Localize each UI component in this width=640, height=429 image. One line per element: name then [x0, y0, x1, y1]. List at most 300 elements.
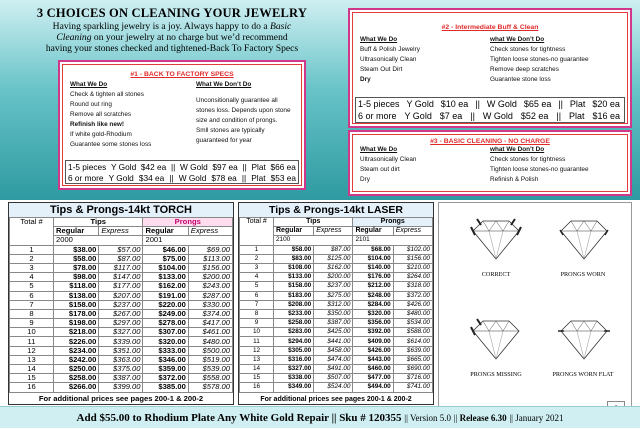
gem-missing-icon	[463, 313, 529, 363]
tips-express-cell: $375.00	[99, 365, 143, 374]
sep: ||	[470, 111, 475, 121]
count-cell: 4	[10, 273, 54, 282]
prongs-express-cell: $156.00	[393, 254, 432, 263]
tips-express-cell: $387.00	[314, 319, 353, 328]
metal: Plat	[251, 173, 266, 183]
footer-bar	[0, 406, 640, 428]
torch-price-sheet	[8, 202, 234, 405]
intro-text: on your jewelry at no charge but we’d recommend	[91, 32, 288, 43]
tips-regular-cell: $283.00	[274, 328, 314, 337]
count-cell: 7	[240, 300, 274, 309]
table-row	[240, 291, 433, 300]
option-2-price-table	[355, 97, 625, 123]
tips-regular-cell: $258.00	[274, 319, 314, 328]
laser-table	[239, 217, 433, 393]
table-row	[240, 319, 433, 328]
tips-regular-cell: $83.00	[274, 254, 314, 263]
metal: W Gold	[178, 173, 207, 183]
tips-regular-cell: $294.00	[274, 337, 314, 346]
prongs-express-cell: $519.00	[188, 355, 232, 364]
tips-regular-cell: $349.00	[274, 383, 314, 392]
prongs-regular-cell: $284.00	[353, 300, 393, 309]
metal: W Gold	[486, 99, 517, 109]
prongs-regular-cell: $191.00	[143, 291, 188, 300]
price: $65 ea	[523, 99, 552, 109]
list-item: Dry	[360, 176, 370, 183]
table-row	[240, 383, 433, 392]
prongs-regular-cell: $75.00	[143, 254, 188, 263]
qty: 1-5 pieces	[68, 162, 107, 172]
prongs-regular-cell: $426.00	[353, 346, 393, 355]
date: January 2021	[515, 413, 564, 423]
rhodium-note: Add $55.00 to Rhodium Plate Any White Gold Repair || Sku # 120355	[76, 412, 402, 424]
gem-worn-label: PRONGS WORN	[560, 271, 606, 278]
tips-regular-cell: $138.00	[54, 291, 99, 300]
prongs-regular-cell: $333.00	[143, 346, 188, 355]
prongs-regular-cell: $162.00	[143, 282, 188, 291]
separator: ||	[404, 413, 410, 423]
tips-express-cell: $147.00	[99, 273, 143, 282]
tips-express-cell: $237.00	[314, 282, 353, 291]
count-cell: 16	[10, 383, 54, 392]
count-cell: 13	[10, 355, 54, 364]
price: $20 ea	[592, 99, 620, 109]
prongs-regular-cell: $46.00	[143, 245, 188, 254]
separator: ||	[453, 413, 460, 423]
count-cell: 6	[10, 291, 54, 300]
prongs-express-cell: $500.00	[188, 346, 232, 355]
tips-express-cell: $524.00	[314, 383, 353, 392]
qty: 6 or more	[68, 173, 104, 183]
intro-em: Cleaning	[56, 32, 92, 43]
option-2-do	[360, 35, 490, 85]
tips-express-cell: $267.00	[99, 309, 143, 318]
option-3-dont	[490, 145, 630, 185]
torch-table	[9, 217, 233, 393]
price: $78 ea	[211, 173, 237, 183]
count-cell: 12	[240, 346, 274, 355]
prongs-regular-cell: $320.00	[143, 337, 188, 346]
do-heading: What We Do	[70, 81, 108, 88]
tips-regular-cell: $250.00	[54, 365, 99, 374]
count-cell: 5	[10, 282, 54, 291]
dont-heading: what We Don’t Do	[490, 36, 545, 43]
tips-header: Tips	[274, 218, 353, 227]
intro-text: Having sparkling jewelry is a joy. Always happy to do a	[52, 21, 270, 32]
prongs-regular-cell: $409.00	[353, 337, 393, 346]
table-row	[240, 346, 433, 355]
list-item: Buff & Polish Jewelry	[360, 46, 420, 53]
tips-regular-cell: $234.00	[54, 346, 99, 355]
prongs-express-cell: $243.00	[188, 282, 232, 291]
prongs-express-cell: $588.00	[393, 328, 432, 337]
sku-prongs: 2101	[353, 236, 433, 245]
gem-missing-label: PRONGS MISSING	[470, 371, 522, 378]
sep: ||	[171, 162, 176, 172]
tips-express-cell: $312.00	[314, 300, 353, 309]
list-item: Remove all scratches	[70, 111, 132, 118]
count-cell: 11	[10, 337, 54, 346]
prongs-regular-cell: $68.00	[353, 245, 393, 254]
tips-regular-cell: $266.00	[54, 383, 99, 392]
prongs-express-cell: $287.00	[188, 291, 232, 300]
sep: ||	[241, 173, 247, 183]
metal: Plat	[569, 99, 586, 109]
table-row	[10, 245, 233, 254]
intro-em: Basic	[270, 21, 292, 32]
table-row	[10, 282, 233, 291]
tips-regular-cell: $158.00	[54, 300, 99, 309]
count-cell: 15	[10, 374, 54, 383]
gem-correct-icon	[463, 213, 529, 263]
prongs-express-cell: $534.00	[393, 319, 432, 328]
list-item: Steam out dirt	[360, 166, 400, 173]
count-cell: 10	[10, 328, 54, 337]
prongs-regular-cell: $104.00	[353, 254, 393, 263]
count-cell: 7	[10, 300, 54, 309]
tips-express-cell: $207.00	[99, 291, 143, 300]
list-item: Guarantee stone loss	[490, 76, 551, 83]
tips-regular-cell: $158.00	[274, 282, 314, 291]
tips-regular-cell: $316.00	[274, 355, 314, 364]
option-3-box	[348, 130, 632, 196]
list-item: stones loss. Depends upon stone	[196, 107, 291, 114]
tips-express-cell: $57.00	[99, 245, 143, 254]
prongs-regular-cell: $346.00	[143, 355, 188, 364]
intro-block	[18, 6, 326, 54]
option-1-title: #1 - BACK TO FACTORY SPECS	[130, 71, 234, 78]
prongs-express-cell: $113.00	[188, 254, 232, 263]
list-item: Refinish like new!	[70, 121, 124, 128]
intro-line-2	[18, 32, 326, 43]
tips-express-cell: $491.00	[314, 365, 353, 374]
tips-regular-cell: $198.00	[54, 319, 99, 328]
prongs-express-cell: $539.00	[188, 365, 232, 374]
count-cell: 16	[240, 383, 274, 392]
table-row	[240, 365, 433, 374]
metal: Y Gold	[406, 99, 434, 109]
tips-regular-cell: $305.00	[274, 346, 314, 355]
prongs-regular-cell: $307.00	[143, 328, 188, 337]
tips-regular-cell: $58.00	[54, 254, 99, 263]
table-row	[240, 245, 433, 254]
prongs-regular-cell: $460.00	[353, 365, 393, 374]
dont-heading: what We Don’t Do	[490, 146, 545, 153]
list-item: Check & tighten all stones	[70, 91, 144, 98]
prongs-regular-cell: $356.00	[353, 319, 393, 328]
qty: 6 or more	[358, 111, 397, 121]
count-cell: 2	[240, 254, 274, 263]
tips-express-cell: $507.00	[314, 374, 353, 383]
tips-regular-cell: $133.00	[274, 273, 314, 282]
prongs-express-cell: $318.00	[393, 282, 432, 291]
price-row	[358, 111, 620, 121]
option-1-dont	[196, 80, 304, 146]
table-row	[240, 254, 433, 263]
table-row	[240, 300, 433, 309]
tips-express-cell: $87.00	[314, 245, 353, 254]
laser-title: Tips & Prongs-14kt LASER	[239, 203, 433, 217]
gem-flat-icon	[551, 313, 617, 363]
sep: ||	[556, 111, 562, 121]
tips-express-cell: $237.00	[99, 300, 143, 309]
tips-express-cell: $87.00	[99, 254, 143, 263]
tips-regular-cell: $108.00	[274, 263, 314, 272]
price: $52 ea	[520, 111, 549, 121]
separator: ||	[509, 413, 516, 423]
gem-worn-icon	[551, 213, 617, 263]
prongs-regular-cell: $278.00	[143, 319, 188, 328]
list-item: Ultrasonically Clean	[360, 156, 417, 163]
express-header: Express	[393, 227, 432, 236]
metal: W Gold	[180, 162, 208, 172]
prongs-express-cell: $614.00	[393, 337, 432, 346]
price-row	[358, 99, 620, 109]
prongs-express-cell: $690.00	[393, 365, 432, 374]
count-cell: 8	[240, 309, 274, 318]
tips-regular-cell: $226.00	[54, 337, 99, 346]
metal: Plat	[569, 111, 585, 121]
price: $10 ea	[440, 99, 469, 109]
metal: Y Gold	[108, 173, 134, 183]
sku-tips: 2100	[274, 236, 353, 245]
regular-header: Regular	[143, 227, 188, 236]
tips-regular-cell: $178.00	[54, 309, 99, 318]
count-cell: 10	[240, 328, 274, 337]
torch-title: Tips & Prongs-14kt TORCH	[9, 203, 233, 217]
metal: W Gold	[482, 111, 513, 121]
count-cell: 6	[240, 291, 274, 300]
tips-regular-cell: $233.00	[274, 309, 314, 318]
prongs-regular-cell: $477.00	[353, 374, 393, 383]
gem-correct-label: CORRECT	[481, 271, 511, 278]
version: Version 5.0	[410, 413, 451, 423]
table-row	[10, 291, 233, 300]
prongs-regular-cell: $212.00	[353, 282, 393, 291]
tips-express-cell: $425.00	[314, 328, 353, 337]
gem-flat-label: PRONGS WORN FLAT	[552, 371, 614, 378]
tips-regular-cell: $242.00	[54, 355, 99, 364]
table-row	[240, 273, 433, 282]
express-header: Express	[99, 227, 143, 236]
count-cell: 1	[240, 245, 274, 254]
regular-header: Regular	[353, 227, 393, 236]
tips-express-cell: $327.00	[99, 328, 143, 337]
do-heading: What We Do	[360, 146, 398, 153]
price: $97 ea	[212, 162, 238, 172]
tips-express-cell: $117.00	[99, 263, 143, 272]
tips-express-cell: $297.00	[99, 319, 143, 328]
count-cell: 5	[240, 282, 274, 291]
prongs-express-cell: $210.00	[393, 263, 432, 272]
list-item: Refinish & Polish	[490, 176, 539, 183]
tips-header: Tips	[54, 218, 143, 227]
metal: Y Gold	[404, 111, 432, 121]
table-row	[240, 282, 433, 291]
metal: Plat	[251, 162, 266, 172]
prongs-regular-cell: $176.00	[353, 273, 393, 282]
prongs-regular-cell: $385.00	[143, 383, 188, 392]
prongs-header: Prongs	[353, 218, 433, 227]
list-item: Unconsitionally guarantee all	[196, 97, 278, 104]
count-cell: 2	[10, 254, 54, 263]
option-2-title: #2 - Intermediate Buff & Clean	[441, 24, 539, 31]
total-header: Total #	[240, 218, 274, 246]
prongs-express-cell: $741.00	[393, 383, 432, 392]
tips-express-cell: $350.00	[314, 309, 353, 318]
count-cell: 9	[10, 319, 54, 328]
count-cell: 11	[240, 337, 274, 346]
list-item: Check stones for tightness	[490, 46, 566, 53]
tips-express-cell: $162.00	[314, 263, 353, 272]
prongs-regular-cell: $249.00	[143, 309, 188, 318]
list-item: Guarantee some stones loss	[70, 141, 152, 148]
sku-prongs: 2001	[143, 236, 233, 245]
sep: ||	[475, 99, 480, 109]
prongs-express-cell: $102.00	[393, 245, 432, 254]
option-1-box	[58, 60, 306, 190]
prongs-regular-cell: $494.00	[353, 383, 393, 392]
list-item: Steam Out Dirt	[360, 66, 403, 73]
prongs-regular-cell: $104.00	[143, 263, 188, 272]
count-cell: 4	[240, 273, 274, 282]
list-item: Remove deep scratches	[490, 66, 559, 73]
count-cell: 3	[10, 263, 54, 272]
list-item: size and condition of prongs.	[196, 117, 278, 124]
list-item: Ultrasonically Clean	[360, 56, 417, 63]
prongs-regular-cell: $220.00	[143, 300, 188, 309]
option-3-do	[360, 145, 490, 185]
price: $53 ea	[270, 173, 296, 183]
prongs-express-cell: $461.00	[188, 328, 232, 337]
count-cell: 9	[240, 319, 274, 328]
price: $7 ea	[439, 111, 463, 121]
list-item: guaranteed for year	[196, 137, 252, 144]
prongs-express-cell: $200.00	[188, 273, 232, 282]
prongs-express-cell: $578.00	[188, 383, 232, 392]
table-row	[10, 383, 233, 392]
tips-express-cell: $125.00	[314, 254, 353, 263]
count-cell: 14	[240, 365, 274, 374]
table-row	[10, 346, 233, 355]
option-3-title: #3 - BASIC CLEANING - NO CHARGE	[430, 138, 550, 145]
tips-regular-cell: $338.00	[274, 374, 314, 383]
list-item: Check stones for tightness	[490, 156, 566, 163]
prongs-express-cell: $426.00	[393, 300, 432, 309]
tips-express-cell: $363.00	[99, 355, 143, 364]
option-2-dont	[490, 35, 630, 85]
torch-footer: For additional prices see pages 200-1 & 200-2	[38, 394, 204, 403]
sep: ||	[169, 173, 174, 183]
prongs-express-cell: $480.00	[188, 337, 232, 346]
tips-express-cell: $441.00	[314, 337, 353, 346]
list-item: Round out ring	[70, 101, 112, 108]
prongs-express-cell: $639.00	[393, 346, 432, 355]
regular-header: Regular	[54, 227, 99, 236]
prongs-express-cell: $558.00	[188, 374, 232, 383]
prongs-regular-cell: $392.00	[353, 328, 393, 337]
release: Release 6.30	[459, 413, 507, 423]
table-row	[10, 328, 233, 337]
header-row	[240, 218, 433, 227]
tips-regular-cell: $218.00	[54, 328, 99, 337]
prongs-regular-cell: $372.00	[143, 374, 188, 383]
prongs-header: Prongs	[143, 218, 233, 227]
table-row	[240, 263, 433, 272]
count-cell: 12	[10, 346, 54, 355]
tips-express-cell: $474.00	[314, 355, 353, 364]
table-row	[10, 300, 233, 309]
tips-express-cell: $387.00	[99, 374, 143, 383]
table-row	[240, 309, 433, 318]
count-cell: 1	[10, 245, 54, 254]
do-heading: What We Do	[360, 36, 398, 43]
table-row	[240, 374, 433, 383]
price: $16 ea	[592, 111, 620, 121]
prongs-express-cell: $156.00	[188, 263, 232, 272]
dont-heading: What We Don’t Do	[196, 81, 252, 88]
prongs-express-cell: $372.00	[393, 291, 432, 300]
laser-footer: For additional prices see pages 200-1 & 200-2	[260, 396, 412, 403]
option-1-price-table	[65, 160, 299, 184]
express-header: Express	[314, 227, 353, 236]
prongs-express-cell: $264.00	[393, 273, 432, 282]
price-row	[68, 173, 296, 183]
express-header: Express	[188, 227, 232, 236]
prongs-regular-cell: $443.00	[353, 355, 393, 364]
tips-regular-cell: $208.00	[274, 300, 314, 309]
intro-title: 3 CHOICES ON CLEANING YOUR JEWELRY	[36, 6, 308, 20]
prong-diagram-panel	[438, 202, 632, 424]
tips-express-cell: $200.00	[314, 273, 353, 282]
tips-express-cell: $351.00	[99, 346, 143, 355]
list-item: Dry	[360, 76, 371, 83]
prongs-regular-cell: $133.00	[143, 273, 188, 282]
table-row	[240, 328, 433, 337]
tips-regular-cell: $98.00	[54, 273, 99, 282]
tips-regular-cell: $118.00	[54, 282, 99, 291]
tips-regular-cell: $58.00	[274, 245, 314, 254]
count-cell: 8	[10, 309, 54, 318]
tips-express-cell: $177.00	[99, 282, 143, 291]
count-cell: 15	[240, 374, 274, 383]
sep: ||	[558, 99, 563, 109]
price: $66 ea	[270, 162, 296, 172]
prongs-express-cell: $330.00	[188, 300, 232, 309]
list-item: If white gold-Rhodium	[70, 131, 132, 138]
tips-express-cell: $275.00	[314, 291, 353, 300]
tips-regular-cell: $258.00	[54, 374, 99, 383]
price-row	[68, 162, 296, 172]
price: $34 ea	[138, 173, 165, 183]
prongs-regular-cell: $320.00	[353, 309, 393, 318]
tips-regular-cell: $78.00	[54, 263, 99, 272]
count-cell: 3	[240, 263, 274, 272]
regular-header: Regular	[274, 227, 314, 236]
count-cell: 14	[10, 365, 54, 374]
prongs-express-cell: $417.00	[188, 319, 232, 328]
option-1-do	[70, 80, 180, 150]
total-header: Total #	[10, 218, 54, 246]
table-row	[240, 355, 433, 364]
qty: 1-5 pieces	[358, 99, 400, 109]
tips-regular-cell: $38.00	[54, 245, 99, 254]
tips-regular-cell: $327.00	[274, 365, 314, 374]
table-row	[240, 337, 433, 346]
prongs-express-cell: $69.00	[188, 245, 232, 254]
tips-express-cell: $399.00	[99, 383, 143, 392]
count-cell: 13	[240, 355, 274, 364]
